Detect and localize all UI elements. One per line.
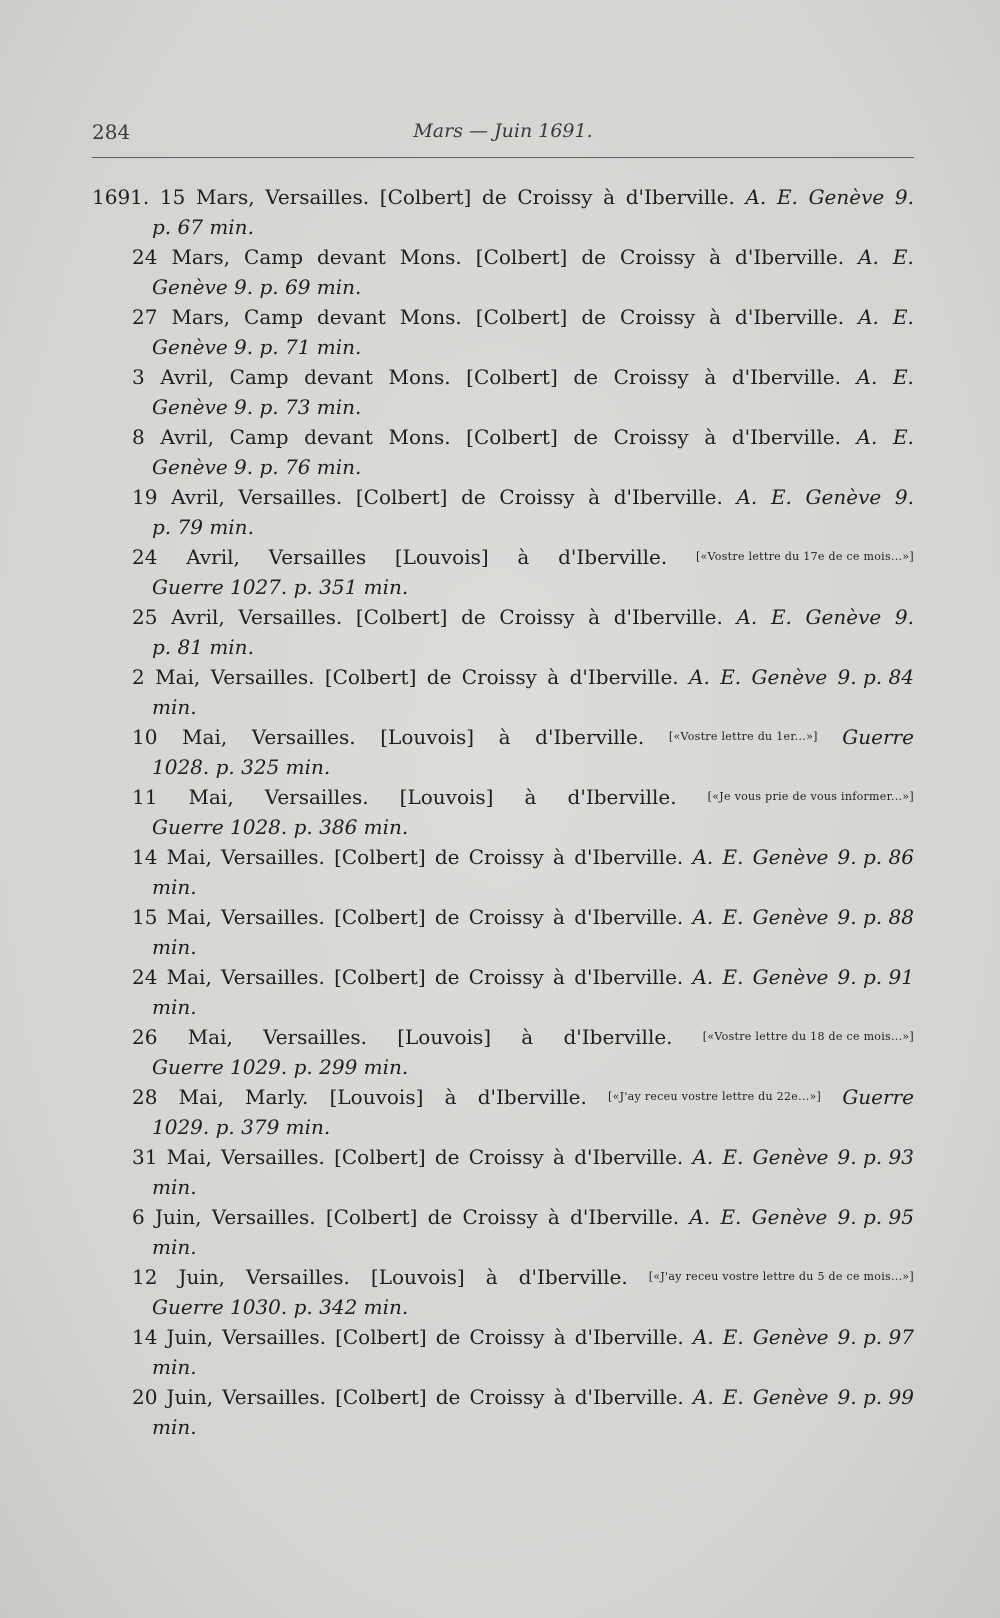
entry-second-line: Guerre 1028. p. 386 min. — [152, 815, 409, 839]
entry-word: d'Iberville. — [518, 1265, 628, 1289]
entry-word: à — [485, 1265, 498, 1289]
entry-word: 9. p. 95 — [837, 1205, 914, 1229]
entry-word: devant — [317, 305, 386, 329]
entry-word: à — [444, 1085, 457, 1109]
entry-word: à — [547, 1205, 560, 1229]
entry-word: Croissy — [613, 425, 689, 449]
entry-word: A. — [692, 965, 714, 989]
entry-word: d'Iberville. — [535, 725, 645, 749]
entry-second-line: min. — [152, 695, 197, 719]
entry-word: Genève — [752, 1325, 829, 1349]
entry-word: Croissy — [469, 1325, 545, 1349]
entry-word: à — [553, 905, 565, 929]
entry-word: 9. p. 97 — [837, 1325, 914, 1349]
entry-word: Mons. — [388, 365, 451, 389]
entry-word: 6 — [132, 1205, 145, 1229]
entry-quote: [«Vostre lettre du 1er...»] — [668, 730, 818, 743]
entry-word: Versailles. — [238, 485, 343, 509]
entry-second-line: min. — [152, 995, 197, 1019]
entry-word: Croissy — [499, 485, 575, 509]
entry-word: Avril, — [171, 605, 225, 629]
entry-word: E. — [892, 245, 914, 269]
entry-word: d'Iberville. — [574, 905, 684, 929]
entry-word: Versailles. — [251, 725, 356, 749]
entry-word: A. — [692, 1385, 714, 1409]
entry-word: à — [553, 1325, 566, 1349]
entry-word: Genève — [752, 1385, 829, 1409]
entry-word: Mons. — [399, 305, 462, 329]
entry-first-line — [92, 242, 914, 272]
entry-word: 8 — [132, 425, 145, 449]
entry-word: d'Iberville. — [574, 965, 684, 989]
entry-word: Mai, — [166, 845, 212, 869]
entry-word: Mai, — [166, 905, 212, 929]
entry-word: 10 — [132, 725, 158, 749]
entry-quote: [«J'ay receu vostre lettre du 22e...»] — [608, 1090, 822, 1103]
entry-word: 15 — [132, 905, 158, 929]
entry-word: [Colbert] — [466, 365, 558, 389]
entry-word: Croissy — [462, 1205, 538, 1229]
entry-word: de — [461, 485, 486, 509]
entry-word: Croissy — [619, 245, 696, 269]
entry-word: [Colbert] — [334, 905, 426, 929]
list-item — [92, 542, 914, 602]
entry-word: Avril, — [160, 425, 214, 449]
entry-second-line: min. — [152, 935, 197, 959]
list-item — [92, 482, 914, 542]
entry-quote: [«Je vous prie de vous informer...»] — [707, 790, 914, 803]
entry-word: Versailles. — [221, 845, 325, 869]
entry-second-line: 1028. p. 325 min. — [152, 755, 331, 779]
entry-word: 15 — [159, 185, 186, 209]
entry-word: Camp — [244, 245, 304, 269]
entry-word: 3 — [132, 365, 145, 389]
entry-year: 1691. — [92, 185, 150, 209]
entry-quote: [«J'ay receu vostre lettre du 5 de ce mois...»] — [648, 1270, 914, 1283]
entry-word: d'Iberville. — [731, 365, 841, 389]
entry-word: 20 — [132, 1385, 158, 1409]
entry-word: [Louvois] — [394, 545, 489, 569]
entry-word: Mai, — [166, 965, 212, 989]
entry-word: de — [434, 905, 460, 929]
entry-word: Guerre — [842, 1085, 914, 1109]
entry-word: à — [547, 665, 560, 689]
list-item — [92, 422, 914, 482]
entry-word: d'Iberville. — [574, 1325, 684, 1349]
entry-word: devant — [304, 425, 373, 449]
entry-word: 12 — [132, 1265, 158, 1289]
entry-word: Genève — [752, 965, 829, 989]
entry-word: E. — [722, 905, 744, 929]
entry-word: Genève — [752, 1145, 829, 1169]
entry-word: A. — [692, 905, 714, 929]
entry-word: A. — [736, 485, 758, 509]
entry-word: de — [434, 965, 460, 989]
entry-word: E. — [722, 1325, 744, 1349]
entry-word: 28 — [132, 1085, 158, 1109]
entry-second-line: 1029. p. 379 min. — [152, 1115, 331, 1139]
entry-word: d'Iberville. — [574, 845, 684, 869]
entry-word: 31 — [132, 1145, 158, 1169]
list-item — [92, 182, 914, 242]
entry-word: 9. p. 99 — [837, 1385, 914, 1409]
entry-word: 24 — [132, 545, 158, 569]
entry-word: [Colbert] — [334, 965, 426, 989]
entry-word: d'Iberville. — [563, 1025, 673, 1049]
entry-word: E. — [720, 665, 742, 689]
entry-word: d'Iberville. — [574, 1385, 684, 1409]
entry-word: 9. p. 86 — [837, 845, 914, 869]
entry-word: 9. p. 93 — [837, 1145, 914, 1169]
list-item — [92, 1022, 914, 1082]
entry-word: à — [704, 365, 717, 389]
entry-first-line — [92, 1022, 914, 1052]
entry-first-line — [92, 542, 914, 572]
entry-word: Croissy — [468, 845, 544, 869]
entry-word: à — [517, 545, 530, 569]
entry-word: Genève — [751, 1205, 828, 1229]
entry-word: [Colbert] — [335, 1385, 427, 1409]
entry-second-line: min. — [152, 1415, 197, 1439]
entry-word: Genève — [751, 665, 828, 689]
entry-word: de — [461, 605, 486, 629]
entry-word: Genève — [752, 845, 829, 869]
entry-word: [Colbert] — [475, 305, 568, 329]
entry-word: Genève — [805, 605, 882, 629]
entry-word: Mai, — [182, 725, 228, 749]
entry-word: à — [553, 1145, 565, 1169]
entry-word: E. — [722, 1145, 744, 1169]
entry-word: 14 — [132, 845, 158, 869]
entry-word: Camp — [229, 425, 289, 449]
entry-word: 9. — [894, 185, 914, 209]
entry-first-line — [92, 1082, 914, 1112]
entry-word: Versailles. — [221, 905, 325, 929]
entry-word: E. — [892, 305, 914, 329]
entry-word: à — [709, 245, 722, 269]
entry-word: Mai, — [166, 1145, 212, 1169]
entry-word: Mars, — [196, 185, 255, 209]
list-item — [92, 1082, 914, 1142]
entry-word: à — [524, 785, 537, 809]
entry-word: 24 — [132, 965, 158, 989]
entry-word: A. — [689, 1205, 711, 1229]
entry-word: d'Iberville. — [477, 1085, 587, 1109]
entry-word: Croissy — [461, 665, 537, 689]
entry-quote: [«Vostre lettre du 17e de ce mois...»] — [695, 550, 914, 563]
entry-word: Versailles. — [210, 665, 315, 689]
entry-word: A. — [692, 1145, 714, 1169]
entry-word: Mai, — [155, 665, 201, 689]
entry-word: Genève — [808, 185, 885, 209]
entry-word: Mai, — [178, 1085, 224, 1109]
entry-word: Mons. — [399, 245, 462, 269]
entry-word: de — [434, 1145, 460, 1169]
entry-word: [Colbert] — [335, 1325, 427, 1349]
entry-word: Croissy — [499, 605, 575, 629]
entry-first-line — [92, 662, 914, 692]
entry-word: A. — [689, 665, 710, 689]
entry-word: Avril, — [160, 365, 214, 389]
entry-word: [Louvois] — [399, 785, 494, 809]
entry-word: Versailles. — [222, 1325, 326, 1349]
entry-word: E. — [722, 1385, 744, 1409]
entry-word: Juin, — [154, 1205, 202, 1229]
entry-word: E. — [892, 365, 914, 389]
entry-word: 27 — [132, 305, 158, 329]
entry-word: 2 — [132, 665, 145, 689]
entry-word: à — [588, 605, 601, 629]
entry-word: [Colbert] — [334, 845, 426, 869]
entry-word: Croissy — [619, 305, 696, 329]
entry-word: Juin, — [166, 1385, 214, 1409]
entry-first-line — [92, 962, 914, 992]
entry-word: Camp — [244, 305, 304, 329]
entry-second-line: Guerre 1027. p. 351 min. — [152, 575, 409, 599]
entry-word: Marly. — [245, 1085, 309, 1109]
entry-word: d'Iberville. — [731, 425, 841, 449]
entry-first-line — [92, 182, 914, 212]
entry-first-line — [92, 842, 914, 872]
entry-word: A. — [856, 425, 878, 449]
entry-word: 9. — [894, 605, 914, 629]
entry-second-line: min. — [152, 1235, 197, 1259]
entry-word: Croissy — [469, 1385, 545, 1409]
entry-quote: [«Vostre lettre du 18 de ce mois...»] — [702, 1030, 914, 1043]
list-item — [92, 842, 914, 902]
entry-first-line — [92, 1322, 914, 1352]
header-rule — [92, 157, 914, 158]
entry-word: de — [581, 305, 606, 329]
entry-second-line: Guerre 1029. p. 299 min. — [152, 1055, 409, 1079]
entry-word: à — [553, 845, 565, 869]
entry-word: E. — [722, 965, 744, 989]
entry-first-line — [92, 302, 914, 332]
entry-word: [Colbert] — [334, 1145, 426, 1169]
list-item — [92, 962, 914, 1022]
entry-word: [Louvois] — [380, 725, 475, 749]
entry-word: de — [573, 425, 598, 449]
entry-first-line — [92, 1142, 914, 1172]
list-item — [92, 1202, 914, 1262]
entry-first-line — [92, 1202, 914, 1232]
entry-word: Versailles. — [265, 185, 370, 209]
entry-word: à — [553, 965, 565, 989]
entry-word: Avril, — [171, 485, 225, 509]
entry-second-line: Genève 9. p. 73 min. — [152, 395, 362, 419]
list-item — [92, 602, 914, 662]
entry-word: 25 — [132, 605, 158, 629]
entry-word: A. — [692, 1325, 714, 1349]
entry-second-line: p. 67 min. — [152, 215, 254, 239]
entry-word: [Louvois] — [370, 1265, 465, 1289]
entry-word: 14 — [132, 1325, 158, 1349]
entry-word: A. — [692, 845, 714, 869]
entry-word: Mars, — [171, 245, 231, 269]
entry-first-line — [92, 782, 914, 812]
entry-word: de — [581, 245, 606, 269]
entry-word: Versailles. — [221, 1145, 325, 1169]
entry-word: Versailles. — [246, 1265, 350, 1289]
entry-word: 11 — [132, 785, 158, 809]
entry-word: [Colbert] — [355, 485, 448, 509]
entry-word: A. — [736, 605, 758, 629]
entry-word: de — [434, 845, 460, 869]
entry-word: [Louvois] — [329, 1085, 424, 1109]
entry-second-line: p. 81 min. — [152, 635, 254, 659]
entry-word: Versailles. — [264, 785, 369, 809]
entry-word: d'Iberville. — [625, 185, 735, 209]
entry-first-line — [92, 1262, 914, 1292]
entry-word: 19 — [132, 485, 158, 509]
entry-word: A. — [856, 365, 878, 389]
entry-word: Genève — [752, 905, 829, 929]
entry-second-line: Genève 9. p. 69 min. — [152, 275, 362, 299]
list-item — [92, 722, 914, 782]
entry-word: Croissy — [468, 1145, 544, 1169]
entry-word: devant — [304, 365, 373, 389]
entry-word: Camp — [229, 365, 289, 389]
entry-first-line — [92, 602, 914, 632]
page-title: Mars — Juin 1691. — [413, 120, 593, 142]
entry-word: à — [553, 1385, 566, 1409]
page-number: 284 — [92, 120, 131, 144]
entry-word: de — [435, 1385, 461, 1409]
list-item — [92, 662, 914, 722]
entry-first-line — [92, 362, 914, 392]
entry-word: 26 — [132, 1025, 158, 1049]
entry-word: [Louvois] — [397, 1025, 492, 1049]
entry-word: d'Iberville. — [558, 545, 668, 569]
entry-word: d'Iberville. — [613, 605, 723, 629]
entry-word: Croissy — [468, 965, 544, 989]
entry-word: de — [426, 665, 452, 689]
entry-word: de — [573, 365, 598, 389]
list-item — [92, 362, 914, 422]
entry-word: [Colbert] — [475, 245, 568, 269]
entry-word: A. — [858, 245, 879, 269]
entry-word: [Colbert] — [379, 185, 472, 209]
list-item — [92, 1262, 914, 1322]
entry-word: d'Iberville. — [567, 785, 677, 809]
entry-first-line — [92, 722, 914, 752]
entry-word: à — [498, 725, 511, 749]
entry-word: E. — [892, 425, 914, 449]
entry-word: Mons. — [388, 425, 451, 449]
entry-word: Croissy — [468, 905, 544, 929]
entry-word: d'Iberville. — [735, 245, 845, 269]
entry-word: à — [704, 425, 717, 449]
entry-word: Croissy — [517, 185, 593, 209]
entry-first-line — [92, 902, 914, 932]
list-item — [92, 1142, 914, 1202]
entry-word: Juin, — [178, 1265, 226, 1289]
entry-second-line: min. — [152, 875, 197, 899]
entry-word: Versailles. — [263, 1025, 367, 1049]
entry-second-line: min. — [152, 1175, 197, 1199]
entry-word: 9. p. 88 — [837, 905, 914, 929]
entry-word: 9. p. 84 — [837, 665, 914, 689]
entry-word: Avril, — [186, 545, 240, 569]
list-item — [92, 1382, 914, 1442]
entry-list — [92, 182, 914, 1442]
entry-word: A. — [858, 305, 879, 329]
entry-second-line: p. 79 min. — [152, 515, 254, 539]
entry-word: Genève — [805, 485, 882, 509]
list-item — [92, 782, 914, 842]
entry-word: de — [427, 1205, 453, 1229]
entry-word: Versailles. — [211, 1205, 316, 1229]
entry-word: devant — [317, 245, 386, 269]
list-item — [92, 902, 914, 962]
running-head — [92, 120, 914, 150]
entry-word: 9. p. 91 — [837, 965, 914, 989]
entry-word: [Colbert] — [355, 605, 448, 629]
entry-word: E. — [776, 185, 798, 209]
entry-word: à — [588, 485, 601, 509]
entry-word: Juin, — [166, 1325, 214, 1349]
entry-word: A. — [745, 185, 767, 209]
entry-word: Versailles — [268, 545, 367, 569]
entry-word: Guerre — [842, 725, 914, 749]
entry-word: Mars, — [171, 305, 231, 329]
entry-word: Versailles. — [221, 965, 325, 989]
entry-word: E. — [720, 1205, 742, 1229]
entry-word: E. — [722, 845, 744, 869]
entry-word: E. — [770, 605, 792, 629]
entry-word: à — [521, 1025, 534, 1049]
list-item — [92, 302, 914, 362]
entry-word: d'Iberville. — [574, 1145, 684, 1169]
entry-second-line: min. — [152, 1355, 197, 1379]
entry-word: [Colbert] — [325, 1205, 418, 1229]
entry-word: à — [709, 305, 722, 329]
list-item — [92, 1322, 914, 1382]
entry-second-line: Genève 9. p. 71 min. — [152, 335, 362, 359]
entry-word: [Colbert] — [324, 665, 417, 689]
entry-word: d'Iberville. — [569, 665, 679, 689]
entry-word: à — [603, 185, 616, 209]
entry-word: Versailles. — [222, 1385, 326, 1409]
entry-first-line — [92, 422, 914, 452]
entry-word: E. — [770, 485, 792, 509]
entry-word: d'Iberville. — [613, 485, 723, 509]
entry-word: 9. — [894, 485, 914, 509]
entry-word: d'Iberville. — [570, 1205, 680, 1229]
entry-word: Versailles. — [238, 605, 343, 629]
entry-word: d'Iberville. — [735, 305, 845, 329]
entry-word: Mai, — [188, 785, 234, 809]
entry-word: 24 — [132, 245, 158, 269]
entry-word: Mai, — [187, 1025, 233, 1049]
entry-word: Croissy — [613, 365, 689, 389]
entry-word: de — [435, 1325, 461, 1349]
entry-word: de — [482, 185, 507, 209]
entry-first-line — [92, 482, 914, 512]
entry-second-line: Guerre 1030. p. 342 min. — [152, 1295, 409, 1319]
entry-word: [Colbert] — [466, 425, 558, 449]
entry-first-line — [92, 1382, 914, 1412]
entry-second-line: Genève 9. p. 76 min. — [152, 455, 362, 479]
list-item — [92, 242, 914, 302]
